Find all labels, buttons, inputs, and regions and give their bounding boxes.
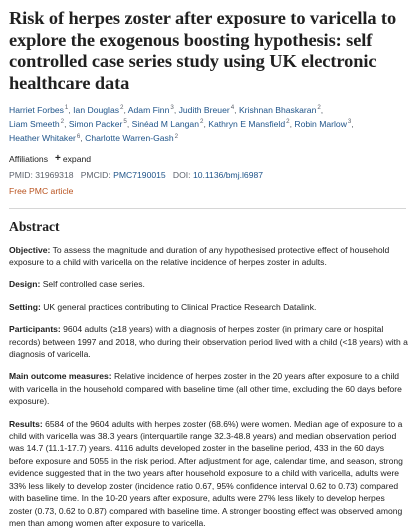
section-text: 9604 adults (≥18 years) with a diagnosis of herpes zoster (in primary care or hospital records) between 1997 and 2018, who during their observation period lived with a child (<18 years) with a diagnosis of varicella.: [9, 324, 408, 360]
abstract-section-results: [9, 418, 409, 529]
plus-icon[interactable]: +: [55, 152, 61, 164]
expand-button[interactable]: expand: [62, 153, 92, 164]
author-affiliation-number[interactable]: 2: [174, 132, 179, 140]
section-label: Main outcome measures:: [9, 371, 112, 382]
section-text: Self controlled case series.: [42, 279, 145, 290]
author-affiliation-number[interactable]: 1: [64, 104, 69, 112]
author-link[interactable]: Judith Breuer: [178, 105, 230, 115]
author-link[interactable]: Ian Douglas: [73, 105, 120, 115]
free-pmc-article-badge[interactable]: Free PMC article: [9, 185, 74, 196]
section-text: Relative incidence of herpes zoster in the 20 years after exposure to a child with varicella in the household compared with baseline time (all other time, excluding the 60 days before exposure).: [9, 371, 402, 407]
pmcid-label: PMCID:: [80, 169, 111, 180]
abstract-section-objective: [9, 244, 409, 269]
affiliations-label: Affiliations: [9, 153, 49, 164]
doi-link[interactable]: 10.1136/bmj.l6987: [192, 169, 264, 180]
author-list: Harriet Forbes$^1$, Ian Douglas$^2$, Adam Finn$^3$, Judith Breuer$^4$, Krishnan Bhaskaran$^2$, Liam Smeeth$^2$, Simon Packer$^5$, Sinéad M Langan$^2$, Kathryn E Mansfield$^2$, Robin Marlow$^3$, Heather Whitaker$^6$, Charlotte Warren-Gash$^2$: [9, 104, 354, 144]
affiliations-toggle-row: [9, 153, 409, 165]
author-affiliation-number[interactable]: 3: [170, 104, 174, 112]
author-affiliation-number[interactable]: 2: [199, 118, 204, 126]
abstract-section-design: [9, 278, 409, 290]
author-link[interactable]: Heather Whitaker: [9, 133, 76, 144]
author-affiliation-number[interactable]: 6: [76, 132, 81, 140]
section-label: Design:: [9, 279, 41, 290]
author-link[interactable]: Kathryn E Mansfield: [208, 119, 286, 130]
abstract-body: [9, 244, 409, 529]
pmcid-link[interactable]: PMC7190015: [113, 169, 166, 180]
abstract-section-main-outcome-measures: [9, 370, 409, 407]
author-link[interactable]: Simon Packer: [68, 119, 123, 130]
author-link[interactable]: Sinéad M Langan: [131, 119, 199, 130]
author-link[interactable]: Krishnan Bhaskaran: [238, 105, 317, 115]
section-text: 6584 of the 9604 adults with herpes zoster (68.6%) were women. Median age of exposure to a child with varicella was 38.3 years (interquartile range 32.3-48.8 years) and median observation period was 14.7 (11.1-17.7) years. 4116 adults developed zoster in the baseline period, 433 in the 60 days before exposure and 5055 in the risk period. After adjustment for age, calendar time, and season, strong evidence suggested that in the two years after household exposure to a child with varicella, adults were 33% less likely to develop zoster (incidence ratio 0.67, 95% confidence interval 0.62 to 0.73) compared with baseline time. In the 10-20 years after exposure, adults were 27% less likely to develop herpes zoster (0.73, 0.62 to 0.87) compared with baseline time. A stronger boosting effect was observed among men than among women after exposure to varicella.: [9, 418, 403, 528]
author-affiliation-number[interactable]: 3: [347, 118, 352, 126]
article-identifiers: [9, 169, 409, 181]
author-link[interactable]: Liam Smeeth: [9, 119, 60, 130]
author-affiliation-number[interactable]: 5: [123, 118, 127, 126]
author-affiliation-number[interactable]: 2: [286, 118, 290, 126]
author-link[interactable]: Charlotte Warren-Gash: [85, 133, 174, 144]
author-link[interactable]: Harriet Forbes: [9, 105, 64, 115]
section-label: Results:: [9, 418, 43, 429]
abstract-section-setting: [9, 301, 409, 313]
article-title: Risk of herpes zoster after exposure to varicella to explore the exogenous boosting hypothesis: self controlled case series study using UK electronic healthcare data: [9, 8, 397, 93]
pmid-label: PMID:: [9, 169, 33, 180]
author-affiliation-number[interactable]: 2: [60, 118, 65, 126]
author-link[interactable]: Robin Marlow: [294, 119, 347, 130]
section-label: Setting:: [9, 301, 41, 312]
section-text: To assess the magnitude and duration of any hypothesised protective effect of household exposure to a child with varicella on the relative incidence of herpes zoster in adults.: [9, 244, 390, 268]
abstract-heading: Abstract: [9, 218, 60, 234]
section-label: Participants:: [9, 324, 61, 335]
author-link[interactable]: Adam Finn: [127, 105, 170, 115]
abstract-section-participants: [9, 323, 409, 360]
section-text: UK general practices contributing to Clinical Practice Research Datalink.: [43, 301, 317, 312]
author-affiliation-number[interactable]: 4: [230, 104, 235, 112]
section-label: Objective:: [9, 244, 51, 255]
doi-label: DOI:: [172, 169, 191, 180]
divider: [9, 208, 406, 209]
author-affiliation-number[interactable]: 2: [317, 104, 321, 112]
pmid-value: 31969318: [35, 169, 74, 180]
article-page: [9, 8, 409, 529]
author-affiliation-number[interactable]: 2: [120, 104, 124, 112]
